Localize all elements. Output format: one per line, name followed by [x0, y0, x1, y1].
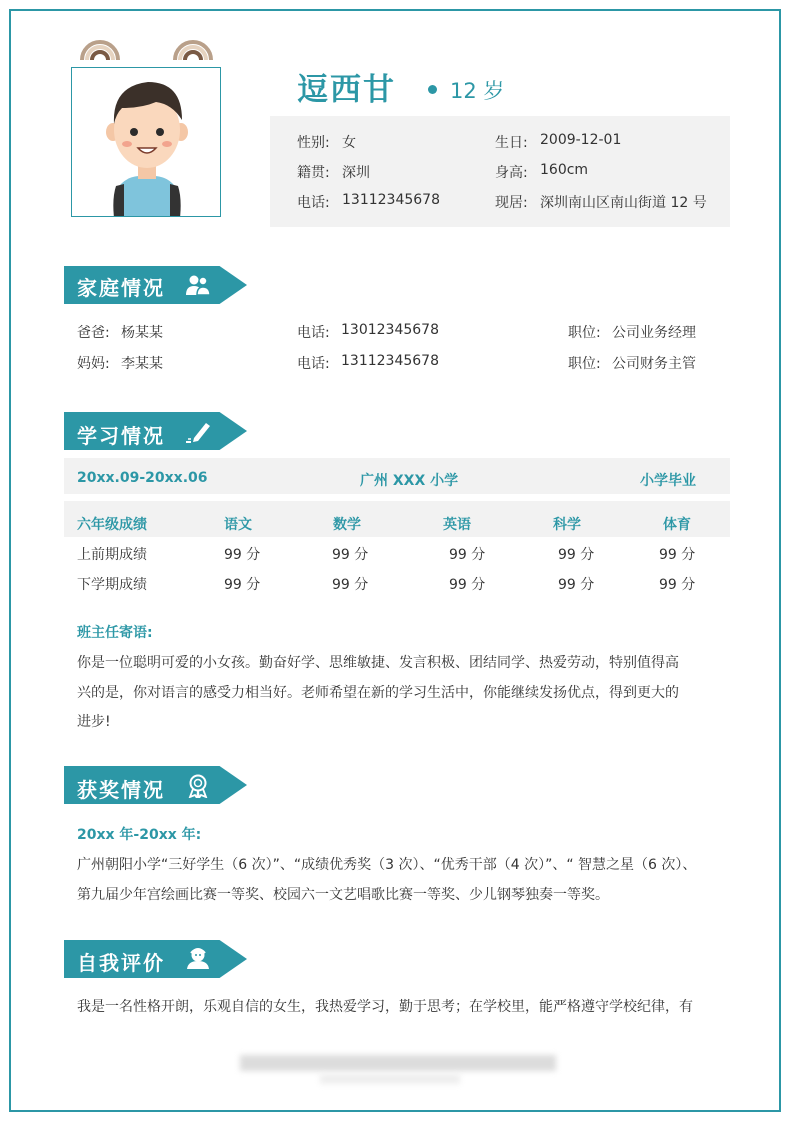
user-icon [185, 946, 211, 970]
gender-value: 女 [342, 135, 356, 151]
phone-value: 13112345678 [342, 192, 440, 208]
grade-header-bg [64, 501, 730, 537]
grade-cell: 99 分 [224, 577, 261, 593]
pencil-icon [185, 419, 211, 443]
mother-relation: 妈妈: [77, 356, 110, 372]
award-icon [185, 774, 211, 798]
father-phone-label: 电话: [297, 325, 330, 341]
student-name: 逗西甘 [297, 72, 396, 108]
school-name: 广州 XXX 小学 [360, 473, 459, 489]
people-icon [185, 273, 211, 297]
gender-label: 性别: [297, 135, 330, 151]
mother-job: 公司财务主管 [612, 356, 696, 372]
birth-value: 2009-12-01 [540, 132, 622, 148]
grade-cell: 99 分 [332, 547, 369, 563]
address-value: 深圳南山区南山街道 12 号 [540, 195, 707, 211]
grade-header-english: 英语 [443, 517, 471, 533]
blurred-text-bar [240, 1055, 556, 1071]
degree: 小学毕业 [640, 473, 696, 489]
height-label: 身高: [495, 165, 528, 181]
grade-cell: 99 分 [224, 547, 261, 563]
father-name: 杨某某 [121, 325, 163, 341]
grade-header-chinese: 语文 [224, 517, 252, 533]
birth-label: 生日: [495, 135, 528, 151]
grade-cell: 99 分 [332, 577, 369, 593]
mother-name: 李某某 [121, 356, 163, 372]
study-section-title: 学习情况 [77, 424, 165, 448]
awards-section-title: 获奖情况 [77, 778, 165, 802]
study-period: 20xx.09-20xx.06 [77, 470, 208, 486]
grade-cell: 99 分 [449, 577, 486, 593]
grade-cell: 99 分 [558, 547, 595, 563]
father-job-label: 职位: [568, 325, 601, 341]
grade-row-label: 下学期成绩 [77, 577, 147, 593]
self-evaluation-line: 我是一名性格开朗，乐观自信的女生，我热爱学习，勤于思考；在学校里，能严格遵守学校纪律，有 [77, 999, 693, 1015]
address-label: 现居: [495, 195, 528, 211]
teacher-comment-line: 兴的是，你对语言的感受力相当好。老师希望在新的学习生活中，你能继续发扬优点，得到更大的 [77, 685, 679, 701]
teacher-comment-line: 你是一位聪明可爱的小女孩。勤奋好学、思维敏捷、发言积极、团结同学、热爱劳动，特别值得高 [77, 655, 679, 671]
father-relation: 爸爸: [77, 325, 110, 341]
age-dot [428, 85, 437, 94]
rainbow-icon [78, 32, 122, 60]
grade-cell: 99 分 [659, 577, 696, 593]
native-value: 深圳 [342, 165, 370, 181]
rainbow-icon [171, 32, 215, 60]
self-section-title: 自我评价 [77, 951, 165, 975]
avatar-photo [71, 67, 221, 217]
height-value: 160cm [540, 162, 589, 178]
family-section-title: 家庭情况 [77, 276, 165, 300]
grade-header-title: 六年级成绩 [77, 517, 147, 533]
awards-line: 第九届少年宫绘画比赛一等奖、校园六一文艺唱歌比赛一等奖、少儿钢琴独奏一等奖。 [77, 887, 609, 903]
grade-header-math: 数学 [333, 517, 361, 533]
awards-line: 广州朝阳小学“三好学生（6 次）”、“成绩优秀奖（3 次）、“优秀干部（4 次）”、“ 智慧之星（6 次）、 [77, 857, 697, 873]
native-label: 籍贯: [297, 165, 330, 181]
grade-cell: 99 分 [449, 547, 486, 563]
teacher-comment-label: 班主任寄语: [77, 625, 153, 641]
teacher-comment-line: 进步! [77, 714, 111, 730]
awards-period: 20xx 年-20xx 年: [77, 827, 202, 843]
grade-header-pe: 体育 [663, 517, 691, 533]
blurred-text-bar [320, 1074, 460, 1084]
mother-phone: 13112345678 [341, 353, 439, 369]
grade-cell: 99 分 [558, 577, 595, 593]
father-job: 公司业务经理 [612, 325, 696, 341]
grade-cell: 99 分 [659, 547, 696, 563]
grade-header-science: 科学 [553, 517, 581, 533]
phone-label: 电话: [297, 195, 330, 211]
grade-row-label: 上前期成绩 [77, 547, 147, 563]
mother-job-label: 职位: [568, 356, 601, 372]
student-age: 12 岁 [450, 79, 505, 103]
father-phone: 13012345678 [341, 322, 439, 338]
mother-phone-label: 电话: [297, 356, 330, 372]
cartoon-boy-avatar [72, 68, 221, 217]
